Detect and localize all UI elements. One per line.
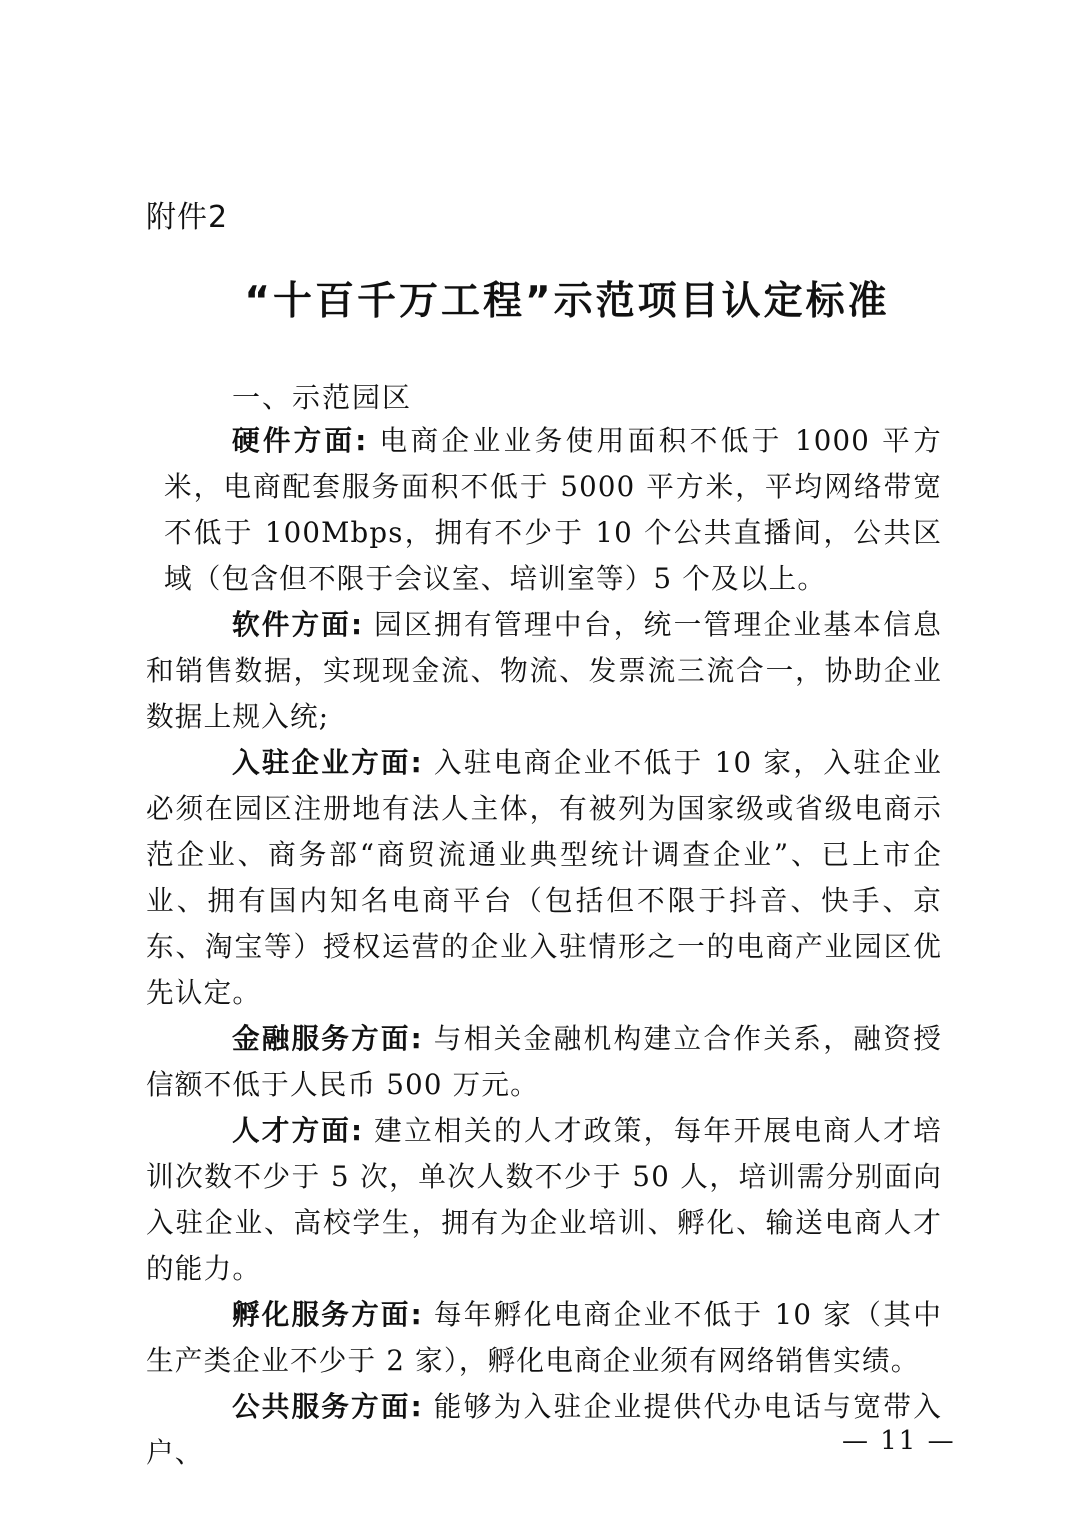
label-colon: : <box>410 746 423 779</box>
label-colon: : <box>410 1390 423 1423</box>
paragraph-label: 硬件方面 <box>232 424 356 457</box>
label-colon: : <box>410 1022 423 1055</box>
paragraph-incubation <box>146 1292 942 1384</box>
paragraph-hardware <box>146 418 942 602</box>
paragraph-label: 软件方面 <box>232 608 351 641</box>
label-colon: : <box>355 424 368 457</box>
label-colon: : <box>350 1114 364 1147</box>
paragraph-tenant-enterprises <box>146 740 942 1016</box>
paragraph-label: 孵化服务方面 <box>232 1298 411 1331</box>
paragraph-label: 公共服务方面 <box>232 1390 411 1423</box>
label-colon: : <box>410 1298 423 1331</box>
paragraph-text: 每年孵化电商企业不低于 10 家（其中生产类企业不少于 2 家），孵化电商企业须有网络销售实绩。 <box>146 1298 942 1377</box>
section-heading: 一、示范园区 <box>232 381 413 414</box>
page-title: “十百千万工程”示范项目认定标准 <box>244 279 890 324</box>
paragraph-software <box>146 602 942 740</box>
paragraph-label: 入驻企业方面 <box>232 746 411 779</box>
paragraph-text: 建立相关的人才政策，每年开展电商人才培训次数不少于 5 次，单次人数不少于 50 人，培训需分别面向入驻企业、高校学生，拥有为企业培训、孵化、输送电商人才的能力。 <box>146 1114 942 1285</box>
paragraph-label: 人才方面 <box>232 1114 351 1147</box>
paragraph-financial-services <box>146 1016 942 1108</box>
paragraph-text: 入驻电商企业不低于 10 家，入驻企业必须在园区注册地有法人主体，有被列为国家级或省级电商示范企业、商务部“商贸流通业典型统计调查企业”、已上市企业、拥有国内知名电商平台（包括但不限于抖音、快手、京东、淘宝等）授权运营的企业入驻情形之一的电商产业园区优先认定。 <box>146 746 942 1009</box>
body-text <box>146 418 942 1476</box>
paragraph-label: 金融服务方面 <box>232 1022 411 1055</box>
paragraph-text: 与相关金融机构建立合作关系，融资授信额不低于人民币 500 万元。 <box>146 1022 942 1101</box>
paragraph-text: 能够为入驻企业提供代办电话与宽带入户、 <box>146 1390 942 1469</box>
paragraph-text: 电商企业业务使用面积不低于 1000 平方米，电商配套服务面积不低于 5000 平方米，平均网络带宽不低于 100Mbps，拥有不少于 10 个公共直播间，公共区域（包含但不限于会议室、培训室等）5 个及以上。 <box>164 424 942 595</box>
page-number: — 11 — <box>842 1426 956 1456</box>
paragraph-talent <box>146 1108 942 1292</box>
paragraph-public-services <box>146 1384 942 1476</box>
attachment-label: 附件2 <box>146 200 229 235</box>
paragraph-text: 园区拥有管理中台，统一管理企业基本信息和销售数据，实现现金流、物流、发票流三流合一，协助企业数据上规入统; <box>146 608 942 733</box>
label-colon: : <box>350 608 364 641</box>
